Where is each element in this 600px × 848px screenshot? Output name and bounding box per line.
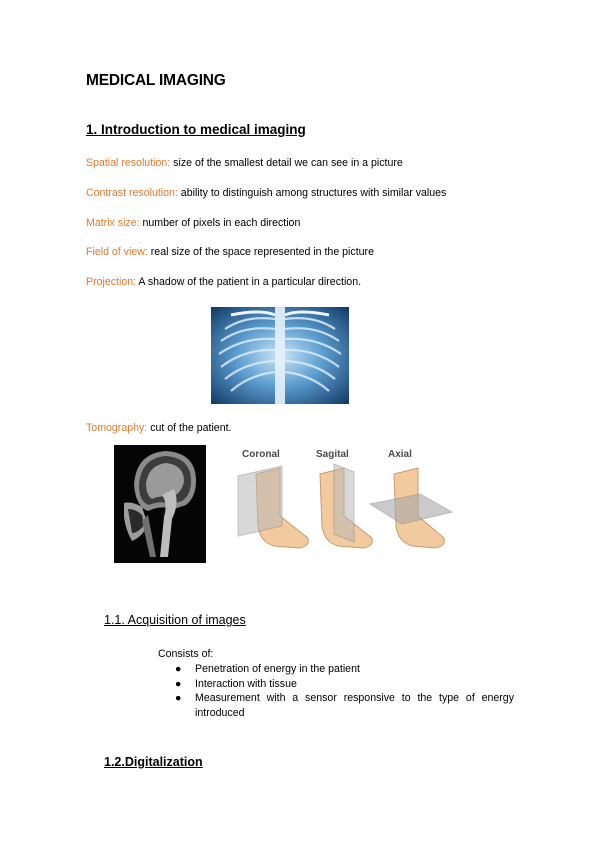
definition-text: size of the smallest detail we can see in a picture bbox=[170, 157, 403, 169]
bullet-icon: ● bbox=[175, 663, 182, 675]
definition-text: number of pixels in each direction bbox=[139, 217, 301, 229]
list-item-text: Interaction with tissue bbox=[195, 677, 297, 690]
list-item bbox=[175, 662, 514, 677]
definition-text: cut of the patient. bbox=[147, 422, 232, 434]
definition-text: real size of the space represented in the picture bbox=[147, 246, 374, 258]
definition-term: Tomography: bbox=[86, 422, 148, 434]
document-title: MEDICAL IMAGING bbox=[86, 72, 226, 89]
definition-matrix-size bbox=[86, 217, 300, 229]
definition-text: ability to distinguish among structures with similar values bbox=[177, 187, 447, 199]
anatomical-planes-illustration bbox=[230, 442, 455, 562]
definition-contrast-resolution bbox=[86, 187, 446, 199]
list-item bbox=[175, 677, 514, 692]
definition-term: Projection: bbox=[86, 276, 137, 288]
definition-term: Field of view: bbox=[86, 246, 148, 258]
list-item-text: Measurement with a sensor responsive to the type of energy introduced bbox=[195, 692, 514, 719]
definition-field-of-view bbox=[86, 246, 374, 258]
bullet-icon: ● bbox=[175, 692, 182, 704]
foot-axial-icon bbox=[370, 468, 452, 548]
definition-spatial-resolution bbox=[86, 157, 403, 169]
definition-text: A shadow of the patient in a particular direction. bbox=[136, 276, 362, 288]
acquisition-list bbox=[175, 662, 514, 720]
consists-label: Consists of: bbox=[158, 648, 214, 660]
definition-term: Matrix size: bbox=[86, 217, 140, 229]
definition-projection bbox=[86, 276, 361, 288]
section-heading-acquisition: 1.1. Acquisition of images bbox=[104, 613, 246, 627]
chest-xray-image bbox=[211, 307, 349, 404]
sagital-label: Sagital bbox=[316, 449, 349, 460]
section-heading-digitalization: 1.2.Digitalization bbox=[104, 755, 203, 769]
foot-coronal-icon bbox=[238, 466, 308, 548]
definition-tomography bbox=[86, 422, 231, 434]
list-item-text: Penetration of energy in the patient bbox=[195, 663, 360, 675]
definition-term: Contrast resolution: bbox=[86, 187, 178, 199]
ct-head-image bbox=[114, 445, 206, 563]
list-item bbox=[175, 691, 514, 720]
bullet-icon: ● bbox=[175, 677, 182, 690]
axial-label: Axial bbox=[388, 449, 412, 460]
foot-sagital-icon bbox=[320, 464, 372, 548]
coronal-label: Coronal bbox=[242, 449, 280, 460]
section-heading-introduction: 1. Introduction to medical imaging bbox=[86, 122, 306, 137]
definition-term: Spatial resolution: bbox=[86, 157, 171, 169]
